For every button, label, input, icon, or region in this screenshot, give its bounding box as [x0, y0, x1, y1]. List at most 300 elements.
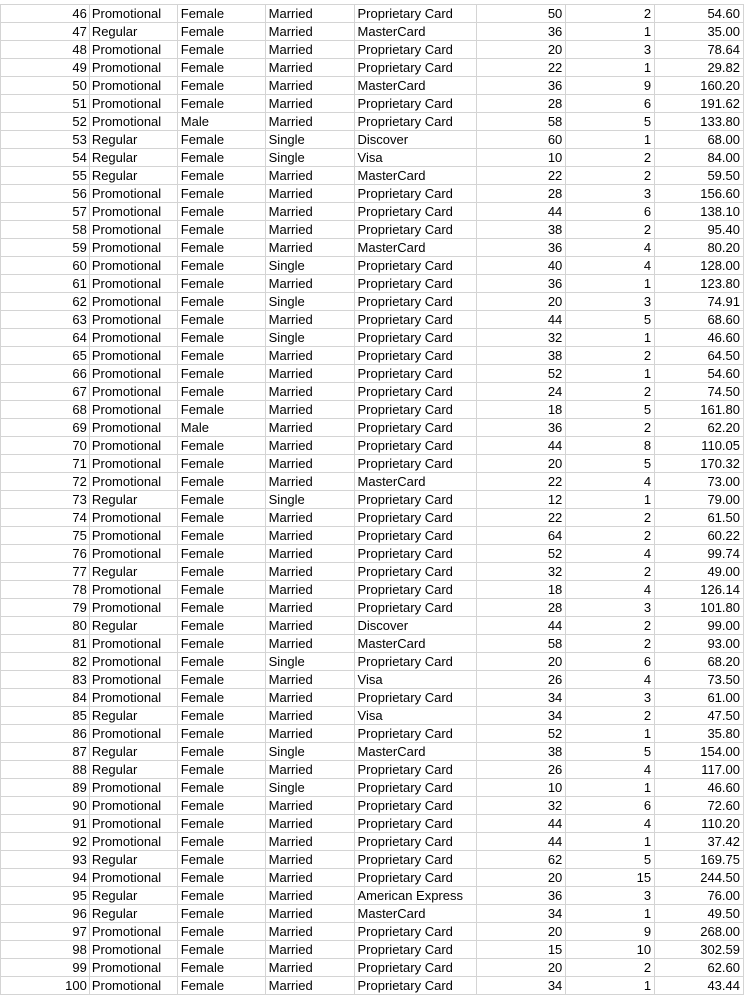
cell-amount[interactable]: 35.80 — [655, 725, 744, 743]
cell-age[interactable]: 58 — [477, 635, 566, 653]
cell-customer-type[interactable]: Promotional — [89, 203, 177, 221]
cell-id[interactable]: 82 — [1, 653, 90, 671]
cell-customer-type[interactable]: Promotional — [89, 653, 177, 671]
cell-payment-method[interactable]: Proprietary Card — [354, 41, 477, 59]
cell-payment-method[interactable]: MasterCard — [354, 23, 477, 41]
cell-marital-status[interactable]: Married — [265, 113, 354, 131]
cell-marital-status[interactable]: Married — [265, 977, 354, 995]
cell-amount[interactable]: 95.40 — [655, 221, 744, 239]
cell-items[interactable]: 3 — [566, 293, 655, 311]
cell-id[interactable]: 63 — [1, 311, 90, 329]
cell-gender[interactable]: Female — [177, 977, 265, 995]
cell-id[interactable]: 89 — [1, 779, 90, 797]
cell-marital-status[interactable]: Married — [265, 833, 354, 851]
cell-payment-method[interactable]: MasterCard — [354, 473, 477, 491]
cell-items[interactable]: 2 — [566, 509, 655, 527]
cell-age[interactable]: 36 — [477, 419, 566, 437]
cell-gender[interactable]: Female — [177, 527, 265, 545]
cell-id[interactable]: 99 — [1, 959, 90, 977]
cell-id[interactable]: 94 — [1, 869, 90, 887]
cell-amount[interactable]: 161.80 — [655, 401, 744, 419]
cell-payment-method[interactable]: Proprietary Card — [354, 275, 477, 293]
cell-gender[interactable]: Female — [177, 959, 265, 977]
cell-amount[interactable]: 74.91 — [655, 293, 744, 311]
cell-age[interactable]: 34 — [477, 905, 566, 923]
cell-age[interactable]: 36 — [477, 887, 566, 905]
cell-age[interactable]: 18 — [477, 581, 566, 599]
cell-marital-status[interactable]: Married — [265, 473, 354, 491]
cell-gender[interactable]: Female — [177, 545, 265, 563]
cell-amount[interactable]: 156.60 — [655, 185, 744, 203]
cell-items[interactable]: 2 — [566, 5, 655, 23]
cell-id[interactable]: 92 — [1, 833, 90, 851]
cell-amount[interactable]: 73.00 — [655, 473, 744, 491]
cell-items[interactable]: 2 — [566, 149, 655, 167]
cell-id[interactable]: 65 — [1, 347, 90, 365]
cell-gender[interactable]: Female — [177, 59, 265, 77]
cell-payment-method[interactable]: Proprietary Card — [354, 545, 477, 563]
cell-customer-type[interactable]: Regular — [89, 491, 177, 509]
cell-marital-status[interactable]: Married — [265, 401, 354, 419]
cell-gender[interactable]: Female — [177, 671, 265, 689]
cell-items[interactable]: 1 — [566, 365, 655, 383]
cell-amount[interactable]: 80.20 — [655, 239, 744, 257]
cell-customer-type[interactable]: Promotional — [89, 77, 177, 95]
cell-gender[interactable]: Female — [177, 599, 265, 617]
cell-id[interactable]: 83 — [1, 671, 90, 689]
cell-id[interactable]: 88 — [1, 761, 90, 779]
cell-age[interactable]: 38 — [477, 743, 566, 761]
cell-amount[interactable]: 74.50 — [655, 383, 744, 401]
cell-payment-method[interactable]: Proprietary Card — [354, 455, 477, 473]
cell-marital-status[interactable]: Married — [265, 959, 354, 977]
cell-id[interactable]: 62 — [1, 293, 90, 311]
cell-marital-status[interactable]: Married — [265, 797, 354, 815]
cell-marital-status[interactable]: Single — [265, 491, 354, 509]
cell-items[interactable]: 3 — [566, 185, 655, 203]
cell-gender[interactable]: Female — [177, 635, 265, 653]
cell-items[interactable]: 15 — [566, 869, 655, 887]
cell-marital-status[interactable]: Married — [265, 383, 354, 401]
cell-age[interactable]: 15 — [477, 941, 566, 959]
cell-age[interactable]: 36 — [477, 77, 566, 95]
cell-amount[interactable]: 62.60 — [655, 959, 744, 977]
cell-items[interactable]: 1 — [566, 59, 655, 77]
cell-amount[interactable]: 169.75 — [655, 851, 744, 869]
cell-age[interactable]: 32 — [477, 563, 566, 581]
cell-items[interactable]: 3 — [566, 689, 655, 707]
cell-customer-type[interactable]: Regular — [89, 23, 177, 41]
cell-marital-status[interactable]: Married — [265, 599, 354, 617]
cell-age[interactable]: 50 — [477, 5, 566, 23]
cell-id[interactable]: 73 — [1, 491, 90, 509]
cell-marital-status[interactable]: Married — [265, 95, 354, 113]
cell-amount[interactable]: 60.22 — [655, 527, 744, 545]
cell-payment-method[interactable]: Proprietary Card — [354, 923, 477, 941]
cell-id[interactable]: 86 — [1, 725, 90, 743]
cell-payment-method[interactable]: Proprietary Card — [354, 383, 477, 401]
cell-gender[interactable]: Female — [177, 725, 265, 743]
cell-gender[interactable]: Female — [177, 5, 265, 23]
cell-id[interactable]: 79 — [1, 599, 90, 617]
cell-customer-type[interactable]: Promotional — [89, 365, 177, 383]
cell-gender[interactable]: Female — [177, 293, 265, 311]
cell-id[interactable]: 58 — [1, 221, 90, 239]
cell-items[interactable]: 4 — [566, 581, 655, 599]
cell-customer-type[interactable]: Promotional — [89, 383, 177, 401]
cell-age[interactable]: 22 — [477, 167, 566, 185]
cell-items[interactable]: 4 — [566, 473, 655, 491]
cell-items[interactable]: 2 — [566, 167, 655, 185]
cell-id[interactable]: 50 — [1, 77, 90, 95]
cell-amount[interactable]: 154.00 — [655, 743, 744, 761]
cell-items[interactable]: 1 — [566, 275, 655, 293]
cell-customer-type[interactable]: Promotional — [89, 311, 177, 329]
cell-age[interactable]: 52 — [477, 545, 566, 563]
cell-age[interactable]: 64 — [477, 527, 566, 545]
cell-gender[interactable]: Female — [177, 131, 265, 149]
cell-customer-type[interactable]: Promotional — [89, 545, 177, 563]
cell-payment-method[interactable]: Proprietary Card — [354, 779, 477, 797]
cell-id[interactable]: 87 — [1, 743, 90, 761]
cell-gender[interactable]: Female — [177, 491, 265, 509]
cell-amount[interactable]: 73.50 — [655, 671, 744, 689]
cell-age[interactable]: 40 — [477, 257, 566, 275]
cell-age[interactable]: 20 — [477, 41, 566, 59]
cell-marital-status[interactable]: Married — [265, 815, 354, 833]
cell-customer-type[interactable]: Promotional — [89, 599, 177, 617]
cell-customer-type[interactable]: Promotional — [89, 833, 177, 851]
cell-id[interactable]: 100 — [1, 977, 90, 995]
cell-customer-type[interactable]: Promotional — [89, 527, 177, 545]
cell-gender[interactable]: Female — [177, 923, 265, 941]
cell-items[interactable]: 3 — [566, 41, 655, 59]
cell-gender[interactable]: Female — [177, 761, 265, 779]
cell-gender[interactable]: Female — [177, 167, 265, 185]
cell-customer-type[interactable]: Regular — [89, 131, 177, 149]
cell-customer-type[interactable]: Promotional — [89, 113, 177, 131]
cell-gender[interactable]: Female — [177, 905, 265, 923]
cell-id[interactable]: 54 — [1, 149, 90, 167]
cell-customer-type[interactable]: Regular — [89, 707, 177, 725]
cell-payment-method[interactable]: MasterCard — [354, 635, 477, 653]
cell-marital-status[interactable]: Single — [265, 149, 354, 167]
cell-marital-status[interactable]: Single — [265, 329, 354, 347]
cell-age[interactable]: 38 — [477, 347, 566, 365]
cell-customer-type[interactable]: Promotional — [89, 347, 177, 365]
cell-marital-status[interactable]: Married — [265, 239, 354, 257]
cell-payment-method[interactable]: Proprietary Card — [354, 761, 477, 779]
cell-amount[interactable]: 128.00 — [655, 257, 744, 275]
cell-age[interactable]: 26 — [477, 671, 566, 689]
cell-amount[interactable]: 191.62 — [655, 95, 744, 113]
cell-customer-type[interactable]: Promotional — [89, 977, 177, 995]
cell-id[interactable]: 98 — [1, 941, 90, 959]
cell-items[interactable]: 5 — [566, 455, 655, 473]
cell-marital-status[interactable]: Single — [265, 293, 354, 311]
cell-gender[interactable]: Female — [177, 707, 265, 725]
cell-customer-type[interactable]: Regular — [89, 743, 177, 761]
cell-age[interactable]: 58 — [477, 113, 566, 131]
cell-items[interactable]: 3 — [566, 887, 655, 905]
cell-items[interactable]: 1 — [566, 23, 655, 41]
cell-id[interactable]: 74 — [1, 509, 90, 527]
cell-id[interactable]: 93 — [1, 851, 90, 869]
cell-id[interactable]: 48 — [1, 41, 90, 59]
cell-gender[interactable]: Female — [177, 851, 265, 869]
cell-customer-type[interactable]: Promotional — [89, 329, 177, 347]
cell-payment-method[interactable]: Visa — [354, 707, 477, 725]
cell-amount[interactable]: 78.64 — [655, 41, 744, 59]
cell-amount[interactable]: 47.50 — [655, 707, 744, 725]
cell-payment-method[interactable]: Proprietary Card — [354, 869, 477, 887]
cell-id[interactable]: 55 — [1, 167, 90, 185]
cell-items[interactable]: 2 — [566, 527, 655, 545]
cell-age[interactable]: 22 — [477, 59, 566, 77]
cell-marital-status[interactable]: Married — [265, 581, 354, 599]
cell-id[interactable]: 70 — [1, 437, 90, 455]
cell-amount[interactable]: 126.14 — [655, 581, 744, 599]
cell-payment-method[interactable]: MasterCard — [354, 905, 477, 923]
cell-customer-type[interactable]: Promotional — [89, 725, 177, 743]
cell-marital-status[interactable]: Married — [265, 923, 354, 941]
cell-age[interactable]: 32 — [477, 329, 566, 347]
cell-items[interactable]: 1 — [566, 725, 655, 743]
cell-customer-type[interactable]: Promotional — [89, 815, 177, 833]
cell-customer-type[interactable]: Promotional — [89, 941, 177, 959]
cell-amount[interactable]: 68.00 — [655, 131, 744, 149]
cell-id[interactable]: 47 — [1, 23, 90, 41]
cell-amount[interactable]: 123.80 — [655, 275, 744, 293]
cell-customer-type[interactable]: Promotional — [89, 257, 177, 275]
cell-items[interactable]: 8 — [566, 437, 655, 455]
cell-items[interactable]: 2 — [566, 419, 655, 437]
cell-marital-status[interactable]: Married — [265, 167, 354, 185]
cell-customer-type[interactable]: Promotional — [89, 41, 177, 59]
cell-id[interactable]: 68 — [1, 401, 90, 419]
cell-gender[interactable]: Female — [177, 617, 265, 635]
cell-items[interactable]: 4 — [566, 761, 655, 779]
cell-payment-method[interactable]: Proprietary Card — [354, 941, 477, 959]
cell-amount[interactable]: 302.59 — [655, 941, 744, 959]
cell-items[interactable]: 1 — [566, 833, 655, 851]
cell-payment-method[interactable]: Proprietary Card — [354, 185, 477, 203]
cell-customer-type[interactable]: Regular — [89, 563, 177, 581]
cell-age[interactable]: 20 — [477, 653, 566, 671]
cell-items[interactable]: 5 — [566, 113, 655, 131]
cell-gender[interactable]: Female — [177, 437, 265, 455]
cell-customer-type[interactable]: Promotional — [89, 59, 177, 77]
cell-age[interactable]: 18 — [477, 401, 566, 419]
cell-age[interactable]: 44 — [477, 617, 566, 635]
cell-age[interactable]: 28 — [477, 599, 566, 617]
cell-customer-type[interactable]: Promotional — [89, 779, 177, 797]
cell-payment-method[interactable]: MasterCard — [354, 167, 477, 185]
cell-amount[interactable]: 101.80 — [655, 599, 744, 617]
cell-payment-method[interactable]: MasterCard — [354, 77, 477, 95]
cell-customer-type[interactable]: Promotional — [89, 293, 177, 311]
cell-gender[interactable]: Female — [177, 689, 265, 707]
cell-amount[interactable]: 110.20 — [655, 815, 744, 833]
cell-marital-status[interactable]: Married — [265, 23, 354, 41]
cell-amount[interactable]: 84.00 — [655, 149, 744, 167]
cell-items[interactable]: 6 — [566, 653, 655, 671]
cell-payment-method[interactable]: Visa — [354, 671, 477, 689]
cell-payment-method[interactable]: Proprietary Card — [354, 977, 477, 995]
cell-payment-method[interactable]: Proprietary Card — [354, 95, 477, 113]
cell-amount[interactable]: 68.60 — [655, 311, 744, 329]
cell-payment-method[interactable]: Proprietary Card — [354, 203, 477, 221]
cell-age[interactable]: 34 — [477, 689, 566, 707]
cell-customer-type[interactable]: Regular — [89, 887, 177, 905]
cell-marital-status[interactable]: Married — [265, 869, 354, 887]
cell-id[interactable]: 97 — [1, 923, 90, 941]
cell-items[interactable]: 1 — [566, 131, 655, 149]
cell-amount[interactable]: 37.42 — [655, 833, 744, 851]
cell-marital-status[interactable]: Married — [265, 77, 354, 95]
cell-customer-type[interactable]: Promotional — [89, 437, 177, 455]
cell-payment-method[interactable]: Proprietary Card — [354, 293, 477, 311]
cell-amount[interactable]: 64.50 — [655, 347, 744, 365]
cell-customer-type[interactable]: Promotional — [89, 419, 177, 437]
cell-gender[interactable]: Female — [177, 401, 265, 419]
cell-payment-method[interactable]: Proprietary Card — [354, 833, 477, 851]
cell-payment-method[interactable]: Proprietary Card — [354, 113, 477, 131]
cell-id[interactable]: 81 — [1, 635, 90, 653]
cell-amount[interactable]: 35.00 — [655, 23, 744, 41]
cell-gender[interactable]: Female — [177, 365, 265, 383]
cell-payment-method[interactable]: Proprietary Card — [354, 437, 477, 455]
cell-amount[interactable]: 54.60 — [655, 5, 744, 23]
cell-age[interactable]: 20 — [477, 455, 566, 473]
cell-marital-status[interactable]: Married — [265, 59, 354, 77]
cell-age[interactable]: 36 — [477, 239, 566, 257]
cell-gender[interactable]: Female — [177, 581, 265, 599]
cell-id[interactable]: 60 — [1, 257, 90, 275]
cell-age[interactable]: 44 — [477, 833, 566, 851]
cell-customer-type[interactable]: Regular — [89, 905, 177, 923]
cell-payment-method[interactable]: Proprietary Card — [354, 959, 477, 977]
cell-amount[interactable]: 46.60 — [655, 329, 744, 347]
cell-marital-status[interactable]: Single — [265, 257, 354, 275]
cell-marital-status[interactable]: Married — [265, 509, 354, 527]
cell-gender[interactable]: Female — [177, 473, 265, 491]
cell-id[interactable]: 84 — [1, 689, 90, 707]
cell-gender[interactable]: Female — [177, 95, 265, 113]
cell-payment-method[interactable]: Proprietary Card — [354, 653, 477, 671]
cell-items[interactable]: 4 — [566, 671, 655, 689]
cell-age[interactable]: 62 — [477, 851, 566, 869]
cell-amount[interactable]: 244.50 — [655, 869, 744, 887]
cell-payment-method[interactable]: Proprietary Card — [354, 689, 477, 707]
cell-gender[interactable]: Female — [177, 275, 265, 293]
cell-marital-status[interactable]: Married — [265, 275, 354, 293]
cell-age[interactable]: 22 — [477, 509, 566, 527]
cell-payment-method[interactable]: Proprietary Card — [354, 563, 477, 581]
cell-customer-type[interactable]: Promotional — [89, 671, 177, 689]
cell-id[interactable]: 51 — [1, 95, 90, 113]
cell-items[interactable]: 1 — [566, 905, 655, 923]
cell-amount[interactable]: 133.80 — [655, 113, 744, 131]
cell-gender[interactable]: Female — [177, 743, 265, 761]
cell-customer-type[interactable]: Regular — [89, 617, 177, 635]
cell-marital-status[interactable]: Married — [265, 221, 354, 239]
cell-amount[interactable]: 68.20 — [655, 653, 744, 671]
cell-payment-method[interactable]: Proprietary Card — [354, 725, 477, 743]
cell-payment-method[interactable]: Proprietary Card — [354, 5, 477, 23]
cell-gender[interactable]: Female — [177, 149, 265, 167]
cell-payment-method[interactable]: Proprietary Card — [354, 815, 477, 833]
cell-payment-method[interactable]: Proprietary Card — [354, 311, 477, 329]
cell-marital-status[interactable]: Married — [265, 905, 354, 923]
cell-amount[interactable]: 79.00 — [655, 491, 744, 509]
cell-customer-type[interactable]: Promotional — [89, 923, 177, 941]
cell-gender[interactable]: Female — [177, 833, 265, 851]
cell-items[interactable]: 10 — [566, 941, 655, 959]
cell-payment-method[interactable]: Proprietary Card — [354, 581, 477, 599]
cell-amount[interactable]: 54.60 — [655, 365, 744, 383]
cell-marital-status[interactable]: Married — [265, 365, 354, 383]
cell-marital-status[interactable]: Married — [265, 671, 354, 689]
cell-marital-status[interactable]: Married — [265, 527, 354, 545]
cell-age[interactable]: 32 — [477, 797, 566, 815]
cell-id[interactable]: 53 — [1, 131, 90, 149]
cell-items[interactable]: 4 — [566, 239, 655, 257]
cell-gender[interactable]: Female — [177, 239, 265, 257]
cell-payment-method[interactable]: Proprietary Card — [354, 347, 477, 365]
cell-payment-method[interactable]: Proprietary Card — [354, 401, 477, 419]
cell-marital-status[interactable]: Single — [265, 131, 354, 149]
cell-age[interactable]: 44 — [477, 815, 566, 833]
cell-age[interactable]: 20 — [477, 869, 566, 887]
cell-amount[interactable]: 43.44 — [655, 977, 744, 995]
cell-customer-type[interactable]: Promotional — [89, 221, 177, 239]
cell-id[interactable]: 95 — [1, 887, 90, 905]
cell-marital-status[interactable]: Married — [265, 761, 354, 779]
cell-gender[interactable]: Male — [177, 113, 265, 131]
cell-amount[interactable]: 117.00 — [655, 761, 744, 779]
cell-amount[interactable]: 110.05 — [655, 437, 744, 455]
cell-items[interactable]: 2 — [566, 635, 655, 653]
cell-age[interactable]: 52 — [477, 725, 566, 743]
cell-gender[interactable]: Female — [177, 797, 265, 815]
cell-gender[interactable]: Female — [177, 869, 265, 887]
cell-items[interactable]: 2 — [566, 347, 655, 365]
cell-gender[interactable]: Female — [177, 221, 265, 239]
cell-marital-status[interactable]: Married — [265, 707, 354, 725]
cell-customer-type[interactable]: Promotional — [89, 797, 177, 815]
cell-items[interactable]: 5 — [566, 851, 655, 869]
cell-age[interactable]: 20 — [477, 959, 566, 977]
cell-payment-method[interactable]: Proprietary Card — [354, 59, 477, 77]
cell-id[interactable]: 76 — [1, 545, 90, 563]
cell-marital-status[interactable]: Married — [265, 203, 354, 221]
cell-items[interactable]: 2 — [566, 383, 655, 401]
cell-marital-status[interactable]: Married — [265, 185, 354, 203]
cell-items[interactable]: 2 — [566, 707, 655, 725]
cell-amount[interactable]: 72.60 — [655, 797, 744, 815]
cell-payment-method[interactable]: Proprietary Card — [354, 797, 477, 815]
cell-id[interactable]: 61 — [1, 275, 90, 293]
cell-payment-method[interactable]: Proprietary Card — [354, 491, 477, 509]
cell-items[interactable]: 1 — [566, 779, 655, 797]
cell-id[interactable]: 69 — [1, 419, 90, 437]
cell-items[interactable]: 5 — [566, 743, 655, 761]
cell-gender[interactable]: Female — [177, 257, 265, 275]
cell-age[interactable]: 44 — [477, 203, 566, 221]
cell-customer-type[interactable]: Regular — [89, 851, 177, 869]
cell-age[interactable]: 26 — [477, 761, 566, 779]
